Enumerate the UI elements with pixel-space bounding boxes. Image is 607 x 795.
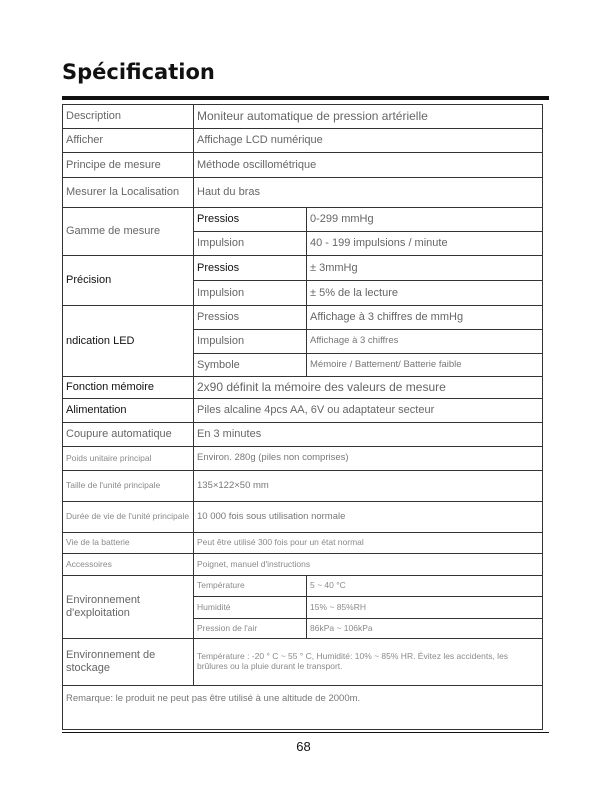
sub-label: Impulsion	[194, 281, 307, 306]
row-label: Environnement d'exploitation	[63, 576, 194, 639]
sub-value: Affichage à 3 chiffres	[307, 330, 543, 354]
sub-value: 15% ~ 85%RH	[307, 597, 543, 619]
sub-label: Impulsion	[194, 232, 307, 256]
row-label: ndication LED	[63, 306, 194, 377]
sub-label: Impulsion	[194, 330, 307, 354]
sub-label: Humidité	[194, 597, 307, 619]
row-value: Piles alcaline 4pcs AA, 6V ou adaptateur secteur	[194, 399, 543, 423]
row-label: Alimentation	[63, 399, 194, 423]
row-value: Température : -20 ° C ~ 55 ° C, Humidité: 10% ~ 85% HR. Évitez les accidents, les brûlures ou la pluie durant le transport.	[194, 639, 543, 686]
sub-value: 0-299 mmHg	[307, 208, 543, 232]
table-row	[63, 178, 543, 208]
row-value: Peut être utilisé 300 fois pour un état normal	[194, 533, 543, 554]
sub-label: Symbole	[194, 354, 307, 377]
sub-value: 5 ~ 40 °C	[307, 576, 543, 597]
row-label: Accessoires	[63, 554, 194, 576]
row-label: Durée de vie de l'unité principale	[63, 502, 194, 533]
row-label: Gamme de mesure	[63, 208, 194, 256]
row-label: Coupure automatique	[63, 423, 194, 447]
sub-value: 86kPa ~ 106kPa	[307, 619, 543, 639]
table-row	[63, 502, 543, 533]
footer-rule	[62, 732, 549, 733]
page-number: 68	[296, 739, 311, 754]
row-label: Précision	[63, 256, 194, 306]
row-value: 2x90 définit la mémoire des valeurs de mesure	[194, 377, 543, 399]
row-value: Haut du bras	[194, 178, 543, 208]
sub-value: ± 5% de la lecture	[307, 281, 543, 306]
row-value: Affichage LCD numérique	[194, 129, 543, 153]
row-label: Vie de la batterie	[63, 533, 194, 554]
table-row	[63, 256, 543, 281]
sub-value: 40 - 199 impulsions / minute	[307, 232, 543, 256]
table-row	[63, 554, 543, 576]
table-row	[63, 576, 543, 597]
sub-value: Mémoire / Battement/ Batterie faible	[307, 354, 543, 377]
table-row	[63, 208, 543, 232]
page-title: Spécification	[62, 60, 215, 84]
row-label: Poids unitaire principal	[63, 447, 194, 471]
title-rule	[62, 96, 549, 100]
row-label: Principe de mesure	[63, 153, 194, 178]
sub-label: Pressios	[194, 306, 307, 330]
table-row	[63, 686, 543, 730]
row-value: En 3 minutes	[194, 423, 543, 447]
sub-label: Température	[194, 576, 307, 597]
sub-label: Pression de l'air	[194, 619, 307, 639]
row-value: Environ. 280g (piles non comprises)	[194, 447, 543, 471]
table-row	[63, 153, 543, 178]
table-row	[63, 399, 543, 423]
table-row	[63, 639, 543, 686]
table-row	[63, 306, 543, 330]
table-row	[63, 471, 543, 502]
row-value: Poignet, manuel d'instructions	[194, 554, 543, 576]
row-label: Mesurer la Localisation	[63, 178, 194, 208]
table-row	[63, 105, 543, 129]
table-row	[63, 377, 543, 399]
spec-table	[62, 104, 543, 730]
remark-note: Remarque: le produit ne peut pas être utilisé à une altitude de 2000m.	[63, 686, 543, 730]
row-value: 135×122×50 mm	[194, 471, 543, 502]
row-label: Taille de l'unité principale	[63, 471, 194, 502]
row-label: Fonction mémoire	[63, 377, 194, 399]
sub-value: ± 3mmHg	[307, 256, 543, 281]
row-value: 10 000 fois sous utilisation normale	[194, 502, 543, 533]
table-row	[63, 447, 543, 471]
row-label: Environnement de stockage	[63, 639, 194, 686]
sub-label: Pressios	[194, 256, 307, 281]
sub-label: Pressios	[194, 208, 307, 232]
row-label: Afficher	[63, 129, 194, 153]
table-row	[63, 129, 543, 153]
table-row	[63, 423, 543, 447]
row-value: Moniteur automatique de pression artérielle	[194, 105, 543, 129]
table-row	[63, 533, 543, 554]
row-label: Description	[63, 105, 194, 129]
sub-value: Affichage à 3 chiffres de mmHg	[307, 306, 543, 330]
row-value: Méthode oscillométrique	[194, 153, 543, 178]
